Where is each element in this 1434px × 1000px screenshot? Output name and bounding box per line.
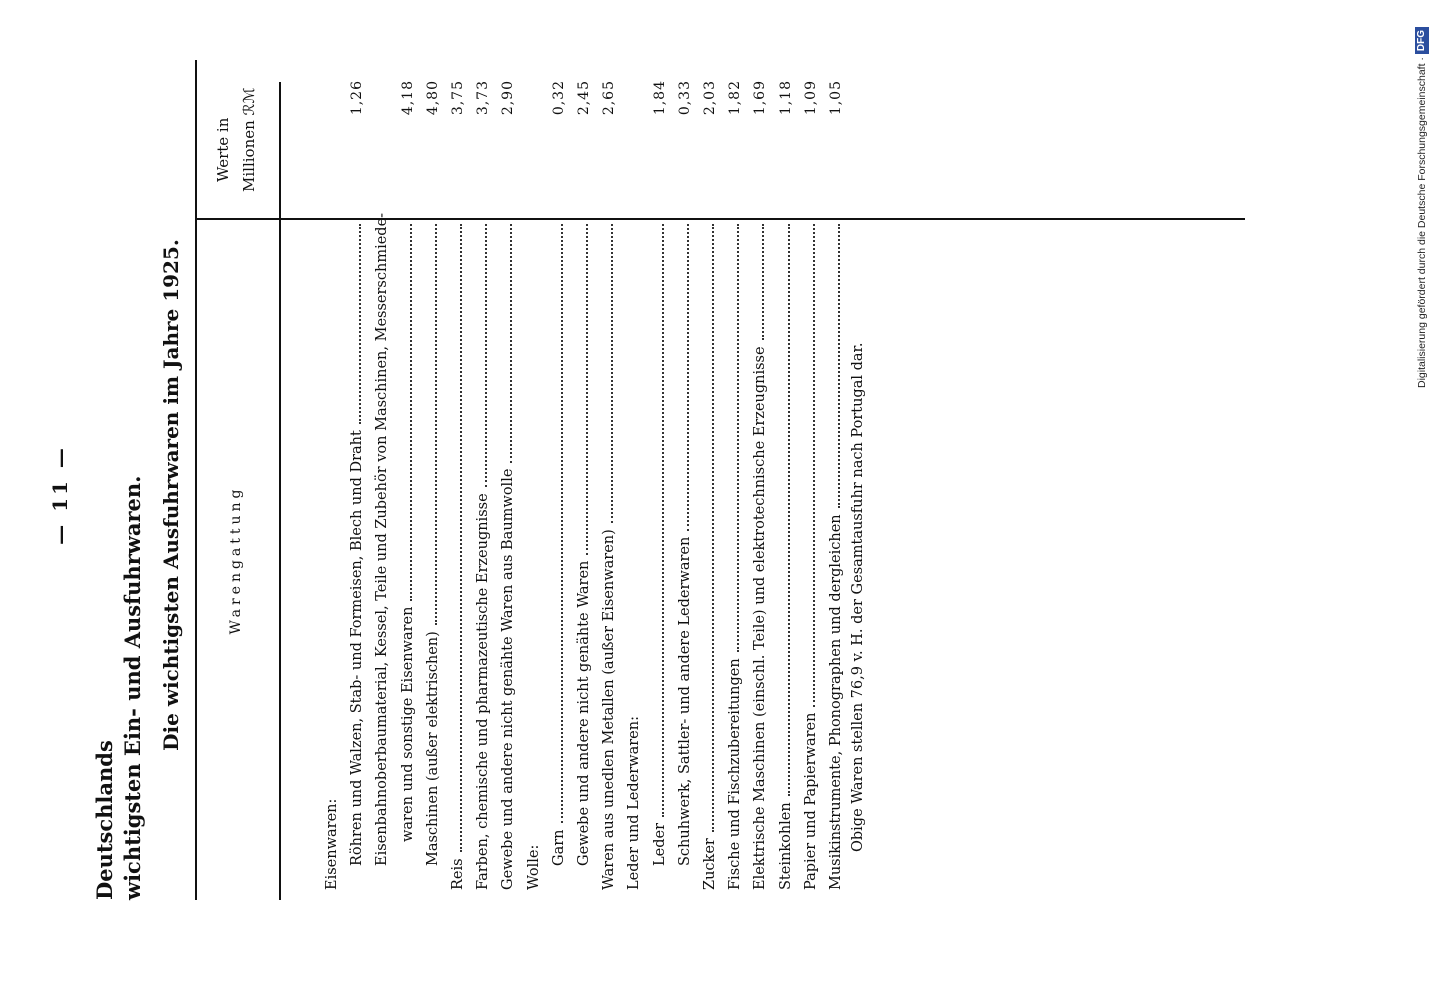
row-label: Musikinstrumente, Phonographen und dergleichen [828,514,844,890]
row-value: 3,75 [450,80,466,116]
section-title: Die wichtigsten Ausfuhrwaren im Jahre 1925. [159,239,183,751]
leader-dots [712,224,714,832]
row-label: Eisenbahnoberbaumaterial, Kessel, Teile und Zubehör von Maschinen, Messerschmiede- [374,212,391,866]
row-label: Papier und Papierwaren [802,712,819,890]
table-row [318,220,340,890]
row-label: Elektrische Maschinen (einschl. Teile) und elektrotechnische Erzeugnisse [752,346,769,890]
table-top-rule [195,60,197,900]
table-row [343,80,366,890]
leader-dots [687,224,689,531]
table-row [746,80,769,890]
row-label: Garn [550,829,567,866]
table-row [696,80,718,890]
row-value: 0,32 [550,80,567,116]
row-label: Gewebe und andere nicht genähte Waren [576,560,592,866]
column-header-value-line1: Werte in [214,117,232,182]
leader-dots [410,224,412,601]
watermark-text: Digitalisierung gefördert durch die Deutsche Forschungsgemeinschaft · [1416,57,1428,388]
row-label: waren und sonstige Eisenwaren [399,606,416,842]
dfg-watermark [1411,8,1433,388]
table-row [797,80,819,890]
row-value: 4,18 [399,80,416,116]
column-header-value-line2: Millionen ℛℳ [240,87,258,192]
row-value: 1,84 [651,80,668,116]
table-row [545,80,567,890]
footnote: Obige Waren stellen 76,9 v. H. der Gesamtausfuhr nach Portugal dar. [850,342,866,852]
page-number: — 11 — [48,445,72,545]
table-row [368,212,391,890]
row-value: 2,90 [500,80,517,116]
row-label: Schuhwerk, Sattler- und andere Lederwaren [676,536,693,866]
heading-subtitle: wichtigsten Ein- und Ausfuhrwaren. [120,475,145,900]
table-row [721,80,744,890]
table-row [570,80,592,890]
table-row [394,80,416,890]
leader-dots [561,224,563,824]
leader-dots [435,224,437,625]
table-row [419,80,441,890]
row-value: 1,18 [777,80,794,116]
table-row [671,80,693,890]
row-label: Röhren und Walzen, Stab- und Formeisen, Blech und Draht [349,430,366,866]
row-label: Reis [450,858,466,890]
row-label: Maschinen (außer elektrischen) [424,631,441,866]
table-row [620,220,642,890]
row-value: 2,65 [601,80,618,116]
row-label: Farben, chemische und pharmazeutische Erzeugnisse [475,493,492,890]
leader-dots [737,224,739,652]
table-row [494,80,517,890]
leader-dots [510,224,512,463]
table-row [646,80,668,890]
leader-dots [460,224,462,852]
table-row [469,80,492,890]
table-row [772,80,794,890]
row-label: Leder [651,822,668,866]
leader-dots [611,224,613,523]
leader-dots [813,224,815,707]
leader-dots [359,224,361,424]
table-row [822,80,844,890]
column-header-goods: Warengattung [228,485,244,635]
row-label: Fische und Fischzubereitungen [727,658,744,890]
leader-dots [788,224,790,796]
row-label: Gewebe und andere nicht genähte Waren aus Baumwolle [500,468,517,890]
row-label: Eisenwaren: [324,798,340,890]
leader-dots [838,224,840,508]
leader-dots [762,224,764,340]
leader-dots [586,224,588,555]
table-row [595,80,618,890]
row-value: 1,05 [828,80,844,116]
row-value: 0,33 [676,80,693,116]
header-bottom-rule [279,82,281,900]
row-label: Wolle: [525,844,542,890]
row-label: Zucker [702,838,718,890]
row-label: Waren aus unedlen Metallen (außer Eisenwaren) [601,529,618,890]
heading-country: Deutschlands [92,740,117,900]
row-value: 1,09 [802,80,819,116]
row-value: 3,73 [475,80,492,116]
leader-dots [485,224,487,487]
row-label: Leder und Lederwaren: [626,716,643,890]
leader-dots [662,224,664,817]
table-row [520,220,542,890]
row-label: Steinkohlen [777,802,794,890]
row-value: 1,26 [349,80,366,116]
row-value: 2,45 [576,80,592,116]
row-value: 2,03 [702,80,718,116]
row-value: 1,82 [727,80,744,116]
table-row [444,80,466,890]
row-value: 4,80 [424,80,441,116]
row-value: 1,69 [752,80,769,116]
dfg-logo-icon: DFG [1415,27,1429,54]
